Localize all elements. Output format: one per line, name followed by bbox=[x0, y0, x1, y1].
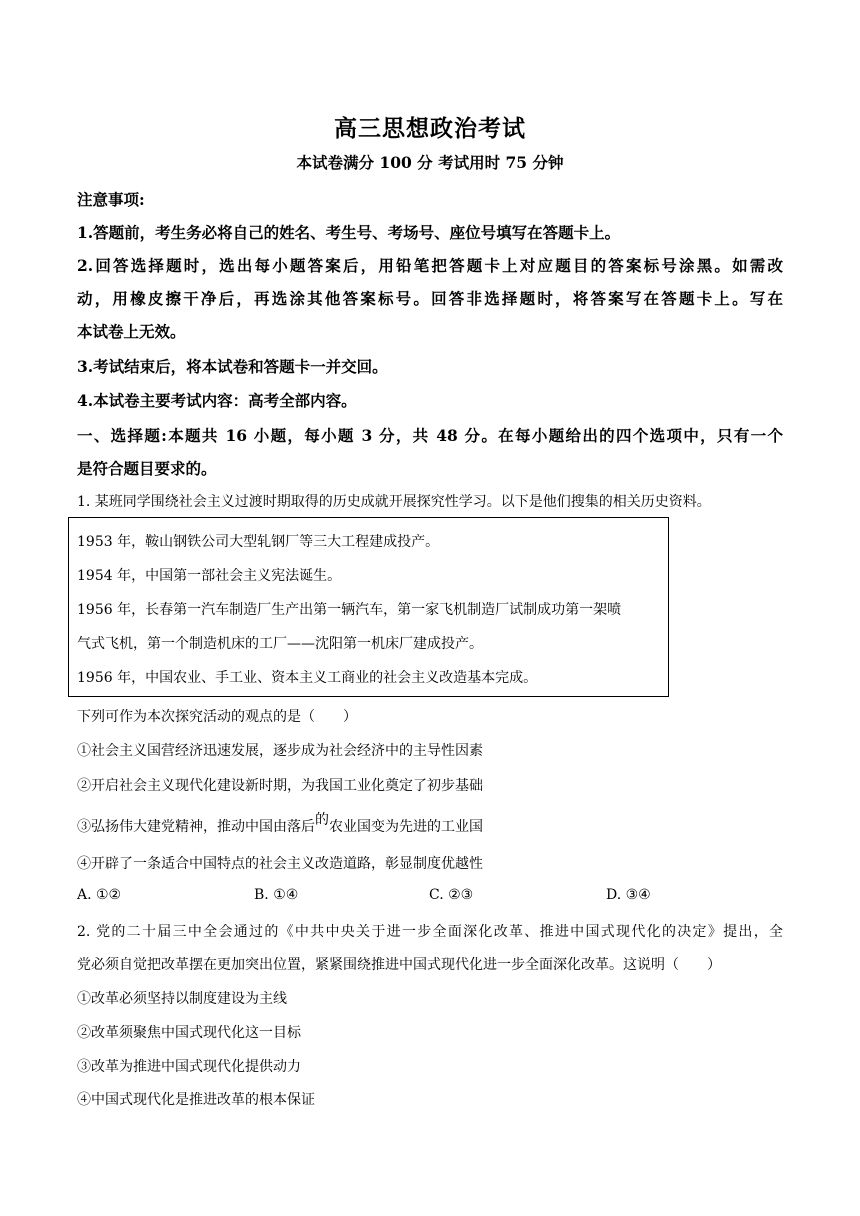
material-line-1: 1953 年，鞍山钢铁公司大型轧钢厂等三大工程建成投产。 bbox=[77, 534, 440, 550]
material-line-4: 气式飞机，第一个制造机床的工厂——沈阳第一机床厂建成投产。 bbox=[77, 636, 483, 652]
notes-item-2-line-1: 2.回答选择题时，选出每小题答案后，用铅笔把答题卡上对应题目的答案标号涂黑。如需改 bbox=[77, 256, 783, 275]
question-1-prompt: 下列可作为本次探究活动的观点的是（ ） bbox=[77, 709, 357, 725]
section-1-heading-line-2: 是符合题目要求的。 bbox=[77, 459, 217, 478]
notes-item-2-line-2: 动，用橡皮擦干净后，再选涂其他答案标号。回答非选择题时，将答案写在答题卡上。写在 bbox=[77, 289, 783, 308]
question-2-stem-line-1: 2. 党的二十届三中全会通过的《中共中央关于进一步全面深化改革、推进中国式现代化的决定》提出，全 bbox=[77, 924, 783, 940]
statement-3-raised-char: 的 bbox=[315, 812, 329, 828]
material-line-3: 1956 年，长春第一汽车制造厂生产出第一辆汽车，第一家飞机制造厂试制成功第一架喷 bbox=[77, 602, 622, 618]
material-line-2: 1954 年，中国第一部社会主义宪法诞生。 bbox=[77, 568, 342, 584]
notes-item-1: 1.答题前，考生务必将自己的姓名、考生号、考场号、座位号填写在答题卡上。 bbox=[77, 223, 621, 242]
question-2-statement-1: ①改革必须坚持以制度建设为主线 bbox=[77, 991, 287, 1007]
question-1-stem: 1. 某班同学围绕社会主义过渡时期取得的历史成就开展探究性学习。以下是他们搜集的相关历史资料。 bbox=[77, 494, 711, 510]
question-1-statement-2: ②开启社会主义现代化建设新时期，为我国工业化奠定了初步基础 bbox=[77, 778, 483, 794]
exam-subtitle: 本试卷满分 100 分 考试用时 75 分钟 bbox=[296, 153, 564, 172]
question-1-option-b[interactable]: B. ①④ bbox=[254, 887, 299, 903]
question-1-option-d[interactable]: D. ③④ bbox=[606, 887, 651, 903]
question-2-statement-4: ④中国式现代化是推进改革的根本保证 bbox=[77, 1092, 315, 1108]
exam-title: 高三思想政治考试 bbox=[334, 115, 526, 142]
material-line-5: 1956 年，中国农业、手工业、资本主义工商业的社会主义改造基本完成。 bbox=[77, 670, 538, 686]
question-1-statement-1: ①社会主义国营经济迅速发展，逐步成为社会经济中的主导性因素 bbox=[77, 743, 483, 759]
question-1-statement-4: ④开辟了一条适合中国特点的社会主义改造道路，彰显制度优越性 bbox=[77, 856, 483, 872]
section-1-heading-line-1: 一、选择题:本题共 16 小题，每小题 3 分，共 48 分。在每小题给出的四个选项中，只有一个 bbox=[77, 426, 783, 445]
question-1-option-c[interactable]: C. ②③ bbox=[429, 887, 474, 903]
statement-3-part-a: ③弘扬伟大建党精神，推动中国由落后 bbox=[77, 819, 315, 835]
notes-heading: 注意事项: bbox=[77, 190, 145, 209]
question-1-option-a[interactable]: A. ①② bbox=[77, 887, 122, 903]
question-1-statement-3 bbox=[77, 812, 483, 836]
notes-item-2-line-3: 本试卷上无效。 bbox=[77, 322, 186, 341]
notes-item-4: 4.本试卷主要考试内容：高考全部内容。 bbox=[77, 391, 357, 410]
question-1-material-box bbox=[68, 517, 669, 697]
question-2-stem-line-2: 党必须自觉把改革摆在更加突出位置，紧紧围绕推进中国式现代化进一步全面深化改革。这说明（ ） bbox=[77, 957, 721, 973]
question-2-statement-3: ③改革为推进中国式现代化提供动力 bbox=[77, 1059, 301, 1075]
statement-3-part-b: 农业国变为先进的工业国 bbox=[329, 819, 483, 835]
question-2-statement-2: ②改革须聚焦中国式现代化这一目标 bbox=[77, 1025, 301, 1041]
notes-item-3: 3.考试结束后，将本试卷和答题卡一并交回。 bbox=[77, 357, 388, 376]
